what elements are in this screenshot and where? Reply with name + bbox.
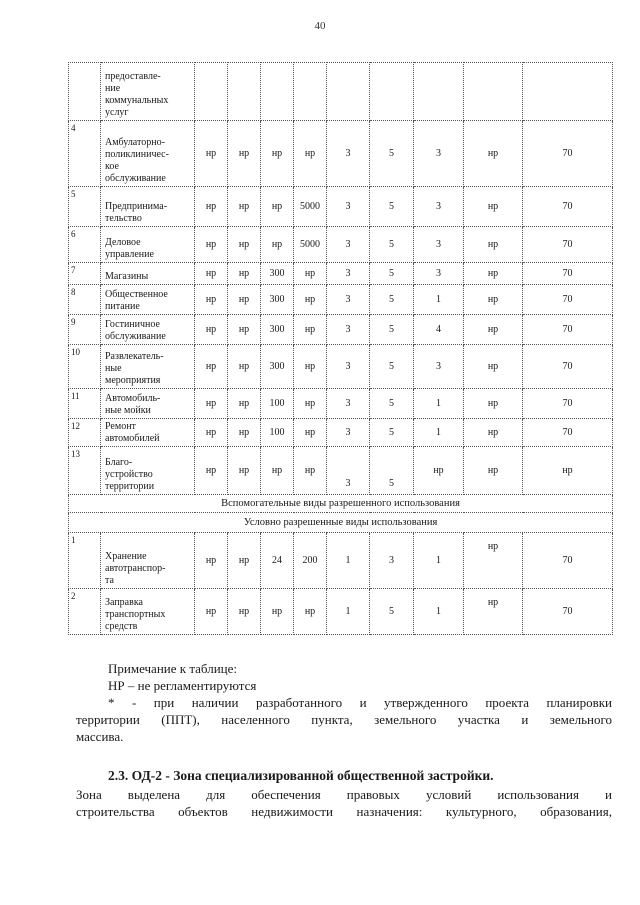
cell-value: 100 (261, 419, 294, 447)
cell-value: нр (464, 389, 523, 419)
use-type-name: Заправка транспортных средств (101, 589, 195, 635)
row-number: 8 (69, 285, 101, 315)
table-section-row (69, 495, 613, 513)
cell-value: 4 (414, 315, 464, 345)
section-conditional-uses: Условно разрешенные виды использования (69, 513, 613, 533)
cell-value: 3 (327, 263, 370, 285)
row-number: 2 (69, 589, 101, 635)
use-type-name: Развлекатель- ные мероприятия (101, 345, 195, 389)
cell-value: нр (195, 263, 228, 285)
body-line: строительства объектов недвижимости назначения: культурного, образования, (76, 804, 612, 819)
table-row (69, 589, 613, 635)
cell-value: нр (261, 447, 294, 495)
cell-value: нр (195, 389, 228, 419)
cell-value: нр (228, 533, 261, 589)
cell-value: 70 (523, 315, 613, 345)
cell-value: нр (228, 589, 261, 635)
cell-value: 3 (327, 187, 370, 227)
cell-value: 5 (370, 315, 414, 345)
cell-value: нр (195, 227, 228, 263)
cell-value: 1 (414, 589, 464, 635)
cell-value: нр (464, 263, 523, 285)
cell-value: 200 (294, 533, 327, 589)
cell-value: 1 (327, 533, 370, 589)
cell-value: 3 (327, 345, 370, 389)
cell-value: нр (195, 285, 228, 315)
table-row (69, 315, 613, 345)
cell-value: нр (464, 447, 523, 495)
cell-value: нр (228, 419, 261, 447)
section-auxiliary-uses: Вспомогательные виды разрешенного использования (69, 495, 613, 513)
cell-value: 3 (327, 389, 370, 419)
cell-value: нр (195, 121, 228, 187)
cell-value: 3 (370, 533, 414, 589)
row-number: 9 (69, 315, 101, 345)
cell-value: 5000 (294, 187, 327, 227)
cell-value: нр (261, 121, 294, 187)
cell-value: нр (228, 187, 261, 227)
cell-value: 3 (414, 263, 464, 285)
regulations-table (68, 62, 613, 635)
note-asterisk-line: * - при наличии разработанного и утвержденного проекта планировки (108, 695, 612, 710)
table-row (69, 227, 613, 263)
cell-value: нр (261, 227, 294, 263)
cell-value: нр (261, 589, 294, 635)
cell-value: нр (195, 315, 228, 345)
cell-value: нр (228, 345, 261, 389)
row-number: 5 (69, 187, 101, 227)
use-type-name: Ремонт автомобилей (101, 419, 195, 447)
cell-value: нр (228, 263, 261, 285)
table-section-row (69, 513, 613, 533)
table-row (69, 285, 613, 315)
cell-value: нр (195, 345, 228, 389)
row-number: 13 (69, 447, 101, 495)
use-type-name: Амбулаторно- поликлиничес- кое обслуживание (101, 121, 195, 187)
cell-value: нр (195, 533, 228, 589)
cell-value: 3 (414, 227, 464, 263)
cell-value: 1 (414, 419, 464, 447)
use-type-name: Хранение автотранспор- та (101, 533, 195, 589)
cell-value: нр (228, 389, 261, 419)
cell-value: 300 (261, 315, 294, 345)
cell-value: нр (195, 187, 228, 227)
cell-value: нр (464, 533, 523, 589)
cell-value: 5 (370, 187, 414, 227)
table-row (69, 419, 613, 447)
cell-value: нр (294, 285, 327, 315)
use-type-name: Деловое управление (101, 227, 195, 263)
use-type-name: Общественное питание (101, 285, 195, 315)
cell-value: 70 (523, 589, 613, 635)
cell-value: нр (294, 447, 327, 495)
cell-value: нр (464, 345, 523, 389)
cell-value: 70 (523, 121, 613, 187)
row-number: 10 (69, 345, 101, 389)
cell-value: 3 (414, 121, 464, 187)
use-type-name: Гостиничное обслуживание (101, 315, 195, 345)
use-type-name: Предпринима- тельство (101, 187, 195, 227)
cell-value: нр (294, 345, 327, 389)
row-number: 11 (69, 389, 101, 419)
cell-value: 3 (414, 187, 464, 227)
cell-value: 5 (370, 419, 414, 447)
cell-value: нр (228, 447, 261, 495)
cell-value: 70 (523, 227, 613, 263)
cell-value: нр (294, 263, 327, 285)
cell-value: нр (195, 589, 228, 635)
notes-title: Примечание к таблице: (108, 661, 238, 676)
cell-value: нр (464, 227, 523, 263)
cell-value: нр (523, 447, 613, 495)
cell-value: 5 (370, 227, 414, 263)
cell-value: 70 (523, 285, 613, 315)
cell-value: 3 (327, 315, 370, 345)
row-number: 7 (69, 263, 101, 285)
table-row (69, 533, 613, 589)
cell-value: 70 (523, 389, 613, 419)
note-asterisk-line: территории (ППТ), населенного пункта, земельного участка и земельного (76, 712, 612, 727)
cell-value: нр (464, 187, 523, 227)
cell-value: 5 (370, 589, 414, 635)
cell-value: нр (294, 589, 327, 635)
cell-value: 3 (327, 419, 370, 447)
cell-value: нр (464, 589, 523, 635)
cell-value: нр (228, 285, 261, 315)
cell-value: 300 (261, 345, 294, 389)
cell-value: нр (464, 121, 523, 187)
cell-value: 100 (261, 389, 294, 419)
cell-value: нр (414, 447, 464, 495)
cell-value: 5 (370, 345, 414, 389)
cell-value: нр (195, 447, 228, 495)
note-nr: НР – не регламентируются (108, 678, 257, 693)
table-row (69, 263, 613, 285)
cell-value: 1 (414, 533, 464, 589)
cell-value: нр (228, 121, 261, 187)
cell-value: нр (464, 285, 523, 315)
cell-value: нр (228, 315, 261, 345)
cell-value: 5 (370, 121, 414, 187)
row-number: 12 (69, 419, 101, 447)
cell-value: 1 (327, 589, 370, 635)
row-number: 1 (69, 533, 101, 589)
cell-value: 5 (370, 285, 414, 315)
cell-value: 3 (414, 345, 464, 389)
cell-value: 70 (523, 419, 613, 447)
row-number: 6 (69, 227, 101, 263)
cell-value: нр (195, 419, 228, 447)
cell-value: 5 (370, 447, 414, 495)
cell-value: нр (464, 315, 523, 345)
cell-value: 70 (523, 533, 613, 589)
table-row (69, 447, 613, 495)
cell-value: 3 (327, 447, 370, 495)
table-row (69, 187, 613, 227)
row-number (69, 63, 101, 121)
use-type-name: предоставле- ние коммунальных услуг (101, 63, 195, 121)
cell-value: 3 (327, 227, 370, 263)
cell-value: нр (294, 121, 327, 187)
cell-value: 300 (261, 263, 294, 285)
cell-value: нр (294, 315, 327, 345)
cell-value: нр (294, 389, 327, 419)
cell-value: 1 (414, 285, 464, 315)
use-type-name: Благо- устройство территории (101, 447, 195, 495)
row-number: 4 (69, 121, 101, 187)
cell-value: 70 (523, 187, 613, 227)
table-row (69, 121, 613, 187)
cell-value: 5 (370, 389, 414, 419)
cell-value: 24 (261, 533, 294, 589)
table-row (69, 63, 613, 121)
cell-value: нр (464, 419, 523, 447)
cell-value: 5 (370, 263, 414, 285)
table-row (69, 345, 613, 389)
cell-value: нр (261, 187, 294, 227)
cell-value: 1 (414, 389, 464, 419)
table-row (69, 389, 613, 419)
body-line: Зона выделена для обеспечения правовых условий использования и (76, 787, 612, 802)
note-asterisk-line: массива. (76, 729, 124, 744)
cell-value: 70 (523, 263, 613, 285)
use-type-name: Магазины (101, 263, 195, 285)
cell-value: нр (294, 419, 327, 447)
cell-value: 5000 (294, 227, 327, 263)
page-number: 40 (314, 20, 326, 32)
cell-value: 70 (523, 345, 613, 389)
use-type-name: Автомобиль- ные мойки (101, 389, 195, 419)
cell-value: 3 (327, 285, 370, 315)
section-body (76, 786, 612, 820)
section-heading: 2.3. ОД-2 - Зона специализированной общественной застройки. (108, 768, 494, 783)
cell-value: 300 (261, 285, 294, 315)
cell-value: нр (228, 227, 261, 263)
cell-value: 3 (327, 121, 370, 187)
table-notes (76, 660, 612, 745)
